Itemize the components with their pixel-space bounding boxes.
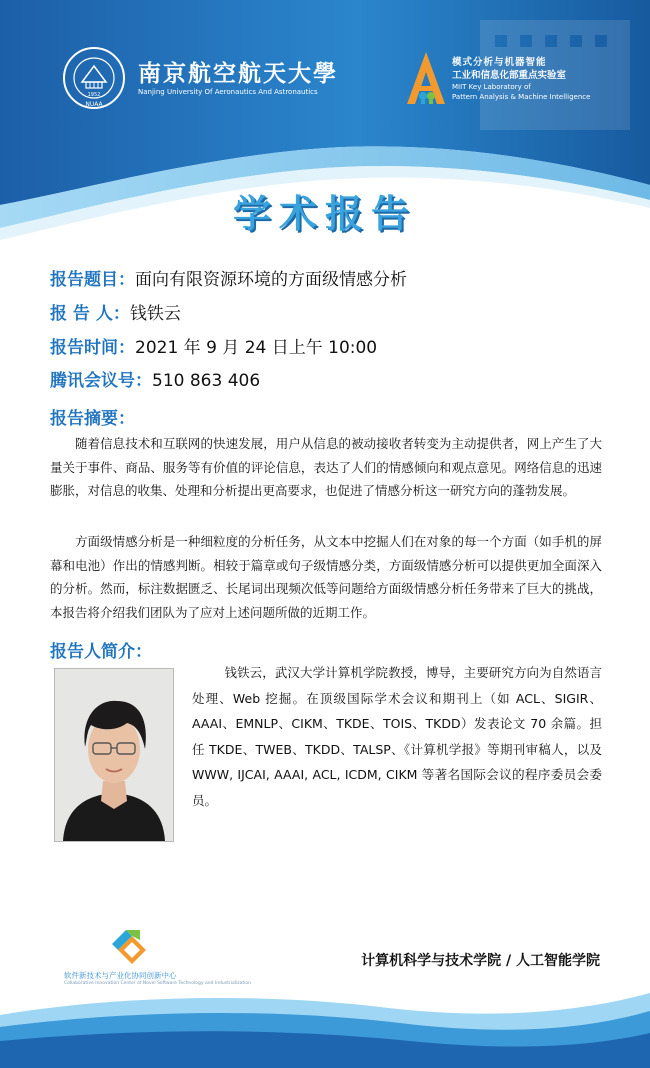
topic-row	[50, 265, 407, 290]
abstract-paragraph-2: 方面级情感分析是一种细粒度的分析任务，从文本中挖掘人们在对象的每一个方面（如手机的屏幕和电池）作出的情感判断。相较于篇章或句子级情感分类，方面级情感分析可以提供更加全面深入的分析。然而，标注数据匮乏、长尾词出现频次低等问题给方面级情感分析任务带来了巨大的挑战，本报告将介绍我们团队为了应对上述问题所做的近期工作。	[50, 534, 602, 620]
lab-name-line1: 模式分析与机器智能	[452, 57, 547, 68]
lab-name-line2: 工业和信息化部重点实验室	[452, 70, 567, 81]
time-row	[50, 333, 377, 358]
time-label: 报告时间：	[50, 338, 135, 358]
university-english-name: Nanjing University Of Aeronautics And Astronautics	[138, 88, 318, 96]
innovation-center-name: 软件新技术与产业化协同创新中心	[64, 971, 177, 980]
abstract-paragraph-1: 随着信息技术和互联网的快速发展，用户从信息的被动接收者转变为主动提供者，网上产生了大量关于事件、商品、服务等有价值的评论信息，表达了人们的情感倾向和观点意见。网络信息的迅速膨胀，对信息的收集、处理和分析提出更高要求，也促进了情感分析这一研究方向的蓬勃发展。	[50, 436, 602, 498]
meeting-id: 510 863 406	[152, 371, 261, 391]
bio-heading: 报告人简介：	[50, 642, 152, 662]
speaker-label: 报 告 人：	[50, 304, 130, 324]
svg-text:1952: 1952	[87, 92, 101, 98]
innovation-center-logo-icon	[106, 922, 152, 968]
college-name: 计算机科学与技术学院 / 人工智能学院	[361, 953, 600, 969]
lab-name-en-line2: Pattern Analysis & Machine Intelligence	[452, 93, 591, 101]
speaker-row	[50, 299, 181, 324]
speaker-value: 钱铁云	[129, 304, 181, 324]
meeting-row	[50, 366, 260, 391]
time-value: 2021 年 9 月 24 日上午 10:00	[135, 338, 378, 358]
innovation-center-english-name: Collaborative Innovation Center of Novel Software Technology and Industrialization	[64, 981, 251, 986]
topic-label: 报告题目：	[50, 270, 135, 290]
lab-name-en-line1: MIIT Key Laboratory of	[452, 83, 531, 91]
page-title: 学术报告	[232, 191, 417, 236]
nuaa-seal-icon	[62, 46, 126, 110]
lab-logo-icon	[403, 48, 449, 106]
svg-text:NUAA: NUAA	[85, 101, 103, 108]
meeting-label: 腾讯会议号：	[50, 371, 152, 391]
university-name: 南京航空航天大學	[138, 60, 338, 87]
speaker-photo	[54, 668, 174, 842]
topic-value: 面向有限资源环境的方面级情感分析	[135, 270, 407, 290]
bio-text: 钱铁云，武汉大学计算机学院教授，博导，主要研究方向为自然语言处理、Web 挖掘。在顶级国际学术会议和期刊上（如 ACL、SIGIR、AAAI、EMNLP、CIKM、TKDE、TOIS、TKDD）发表论文 70 余篇。担任 TKDE、TWEB、TKDD、TALSP、《计算机学报》等期刊审稿人，以及 WWW, IJCAI, AAAI, ACL, ICDM, CIKM 等著名国际会议的程序委员会委员。	[192, 665, 602, 808]
footer-wave	[0, 985, 650, 1068]
abstract-heading: 报告摘要：	[50, 409, 135, 429]
